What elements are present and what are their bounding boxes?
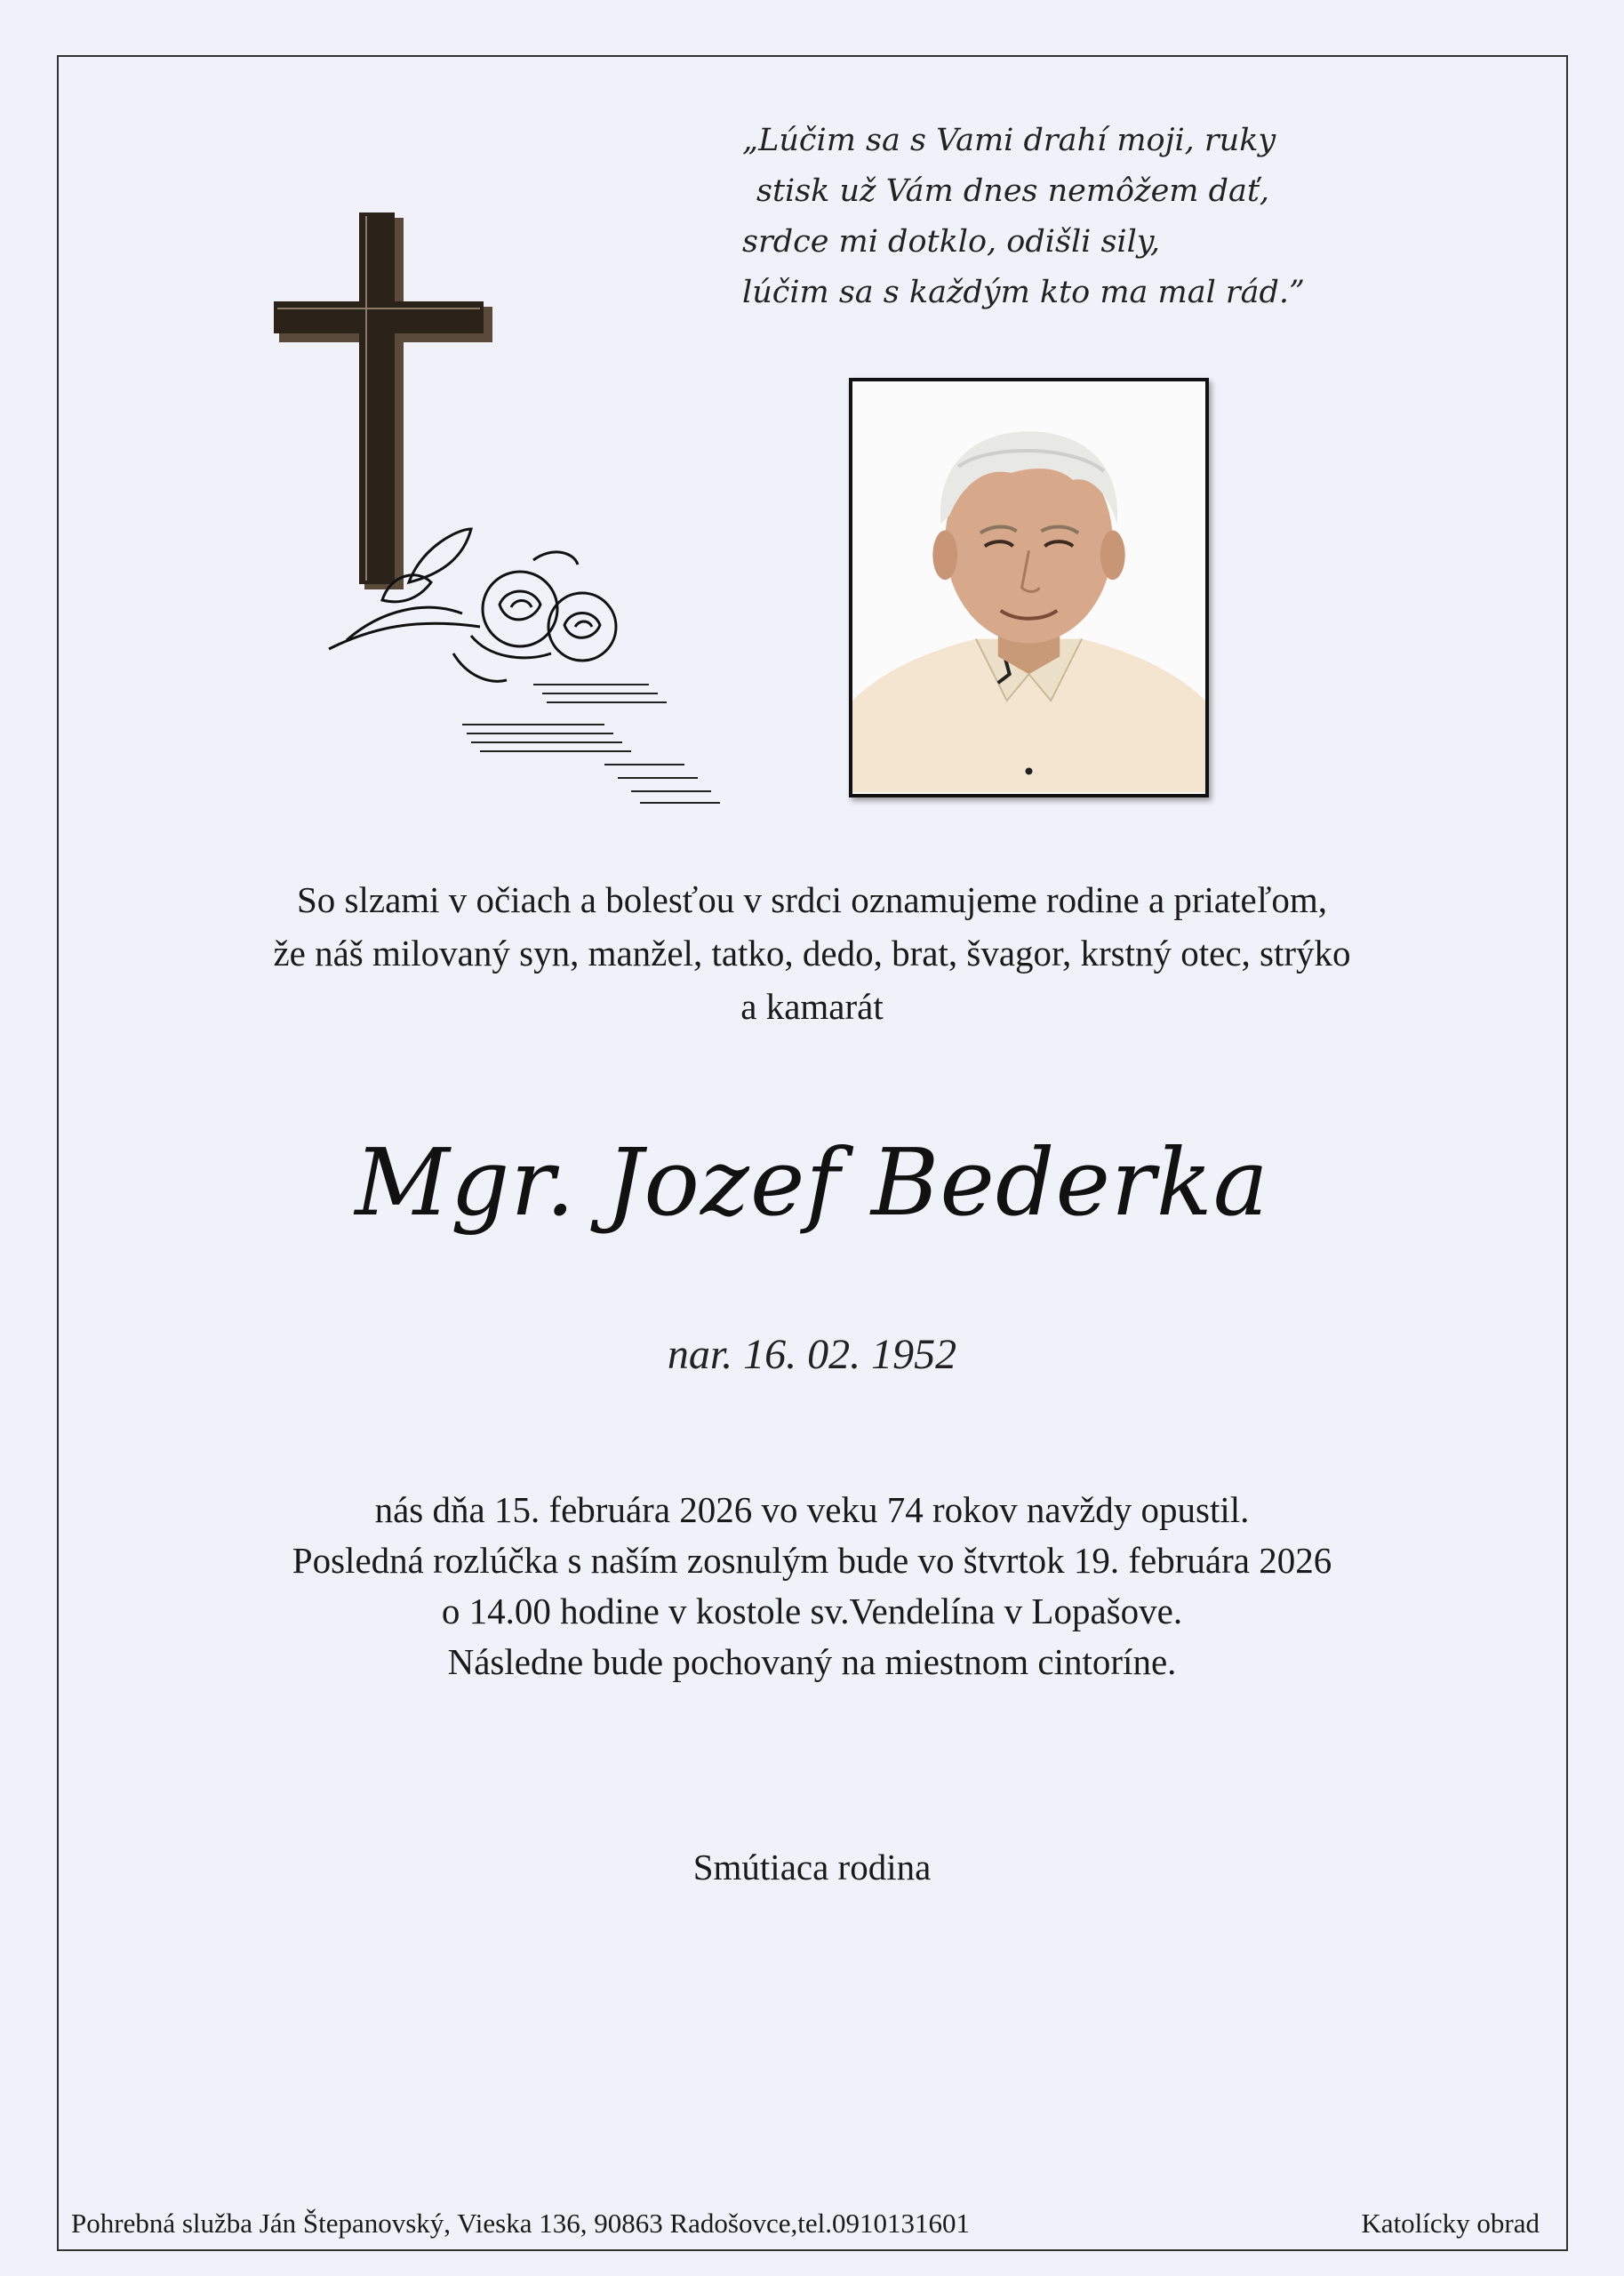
quote-line: stisk už Vám dnes nemôžem dať, (756, 173, 1270, 209)
intro-line: So slzami v očiach a bolesťou v srdci oznamujeme rodine a priateľom, (296, 879, 1328, 920)
details-line: Následne bude pochovaný na miestnom cintoríne. (447, 1641, 1177, 1682)
farewell-quote (742, 116, 1364, 318)
portrait-photo (849, 378, 1209, 797)
quote-line: lúčim sa s každým kto ma mal rád.” (742, 275, 1305, 310)
intro-line: že náš milovaný syn, manžel, tatko, dedo, brat, švagor, krstný otec, strýko (273, 933, 1351, 974)
deceased-name: Mgr. Jozef Bederka (355, 1128, 1269, 1237)
portrait-image (852, 381, 1205, 794)
birth-date: nar. 16. 02. 1952 (667, 1331, 957, 1378)
funeral-service-info: Pohrebná služba Ján Štepanovský, Vieska 136, 90863 Radošovce,tel.0910131601 (71, 2208, 970, 2239)
quote-line: „Lúčim sa s Vami drahí moji, ruky (742, 123, 1276, 158)
intro-line: a kamarát (740, 986, 884, 1027)
ceremony-type: Katolícky obrad (1361, 2208, 1540, 2239)
family-signature: Smútiaca rodina (692, 1847, 932, 1887)
details-line: o 14.00 hodine v kostole sv.Vendelína v Lopašove. (441, 1591, 1183, 1631)
funeral-details (0, 1485, 1624, 1687)
announcement-intro (0, 873, 1624, 1033)
quote-line: srdce mi dotklo, odišli sily, (742, 224, 1161, 260)
details-line: Posledná rozlúčka s naším zosnulým bude vo štvrtok 19. februára 2026 (292, 1540, 1332, 1581)
details-line: nás dňa 15. februára 2026 vo veku 74 rokov navždy opustil. (374, 1489, 1250, 1530)
cross-with-roses-icon (267, 209, 729, 813)
